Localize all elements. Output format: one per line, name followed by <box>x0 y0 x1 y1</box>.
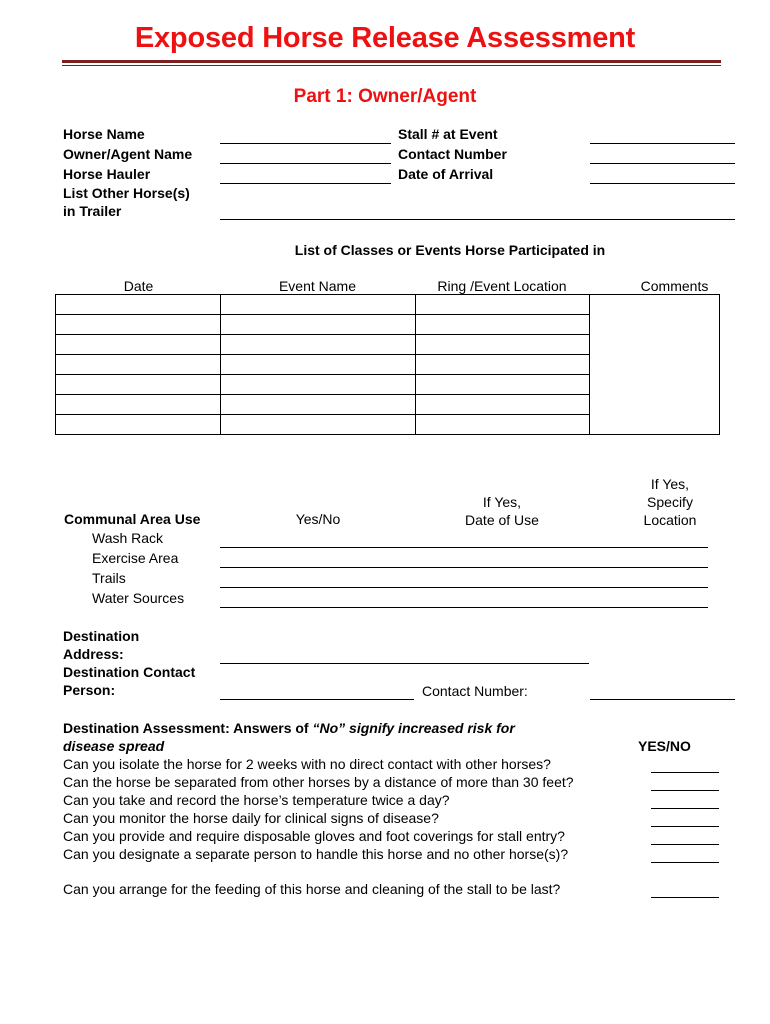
address-label: Address: <box>63 646 124 662</box>
events-col-date: Date <box>123 278 154 294</box>
event-cell[interactable] <box>416 395 590 415</box>
event-cell[interactable] <box>56 375 221 395</box>
event-cell[interactable] <box>416 335 590 355</box>
destination-contact-number-label: Contact Number: <box>422 683 528 699</box>
assessment-heading <box>63 720 515 736</box>
event-cell[interactable] <box>56 355 221 375</box>
event-cell[interactable] <box>221 415 416 435</box>
assessment-heading-no: “No” <box>312 720 346 736</box>
owner-agent-name-field[interactable] <box>220 163 391 164</box>
answer-6-field[interactable] <box>651 862 719 863</box>
title-rule-thick <box>62 60 721 63</box>
other-horses-field[interactable] <box>220 219 735 220</box>
date-header-line2: Date of Use <box>465 512 539 528</box>
table-row <box>56 295 720 315</box>
destination-person-field[interactable] <box>220 699 414 700</box>
event-cell[interactable] <box>221 315 416 335</box>
question-5: Can you provide and require disposable gloves and foot coverings for stall entry? <box>63 828 565 844</box>
event-cell[interactable] <box>56 315 221 335</box>
answer-3-field[interactable] <box>651 808 719 809</box>
event-cell[interactable] <box>221 375 416 395</box>
event-cell[interactable] <box>416 295 590 315</box>
event-cell[interactable] <box>416 355 590 375</box>
communal-item-wash-rack: Wash Rack <box>92 530 164 546</box>
event-cell[interactable] <box>221 395 416 415</box>
yes-no-header: YES/NO <box>638 738 691 754</box>
event-cell[interactable] <box>56 295 221 315</box>
assessment-heading-prefix: Destination Assessment: Answers of <box>63 720 313 736</box>
exercise-area-field[interactable] <box>220 567 708 568</box>
answer-1-field[interactable] <box>651 772 719 773</box>
question-6: Can you designate a separate person to handle this horse and no other horse(s)? <box>63 846 569 862</box>
event-cell[interactable] <box>221 295 416 315</box>
communal-col-location <box>600 475 740 529</box>
event-cell[interactable] <box>56 335 221 355</box>
event-cell[interactable] <box>221 335 416 355</box>
horse-name-label: Horse Name <box>63 126 145 142</box>
communal-col-yesno: Yes/No <box>295 511 341 527</box>
assessment-heading-line2: disease spread <box>63 738 165 754</box>
events-col-event-name: Event Name <box>278 278 357 294</box>
communal-col-date <box>432 493 572 529</box>
communal-heading: Communal Area Use <box>64 511 201 527</box>
date-header-line1: If Yes, <box>482 494 522 510</box>
communal-item-exercise-area: Exercise Area <box>92 550 179 566</box>
water-sources-field[interactable] <box>220 607 708 608</box>
answer-7-field[interactable] <box>651 897 719 898</box>
events-table <box>55 294 720 435</box>
comments-cell[interactable] <box>590 295 720 435</box>
location-header-line1: If Yes, <box>650 476 690 492</box>
event-cell[interactable] <box>56 415 221 435</box>
events-heading: List of Classes or Events Horse Participated in <box>294 242 606 258</box>
question-2: Can the horse be separated from other horses by a distance of more than 30 feet? <box>63 774 574 790</box>
destination-contact-number-field[interactable] <box>590 699 735 700</box>
contact-number-label: Contact Number <box>398 146 507 162</box>
date-of-arrival-field[interactable] <box>590 183 735 184</box>
event-cell[interactable] <box>416 415 590 435</box>
event-cell[interactable] <box>416 315 590 335</box>
stall-label: Stall # at Event <box>398 126 498 142</box>
events-col-comments: Comments <box>640 278 709 294</box>
assessment-heading-suffix: signify increased risk for <box>345 720 515 736</box>
horse-hauler-label: Horse Hauler <box>63 166 151 182</box>
location-header-line3: Location <box>643 512 697 528</box>
event-cell[interactable] <box>221 355 416 375</box>
communal-item-water-sources: Water Sources <box>92 590 185 606</box>
communal-item-trails: Trails <box>92 570 126 586</box>
event-cell[interactable] <box>416 375 590 395</box>
date-of-arrival-label: Date of Arrival <box>398 166 494 182</box>
owner-agent-name-label: Owner/Agent Name <box>63 146 193 162</box>
answer-5-field[interactable] <box>651 844 719 845</box>
answer-4-field[interactable] <box>651 826 719 827</box>
location-header-line2: Specify <box>647 494 693 510</box>
person-label: Person: <box>63 682 116 698</box>
events-col-location: Ring /Event Location <box>437 278 567 294</box>
horse-name-field[interactable] <box>220 143 391 144</box>
destination-address-field[interactable] <box>220 663 589 664</box>
destination-label: Destination <box>63 628 140 644</box>
other-horses-label-line1: List Other Horse(s) <box>63 185 190 201</box>
page-title: Exposed Horse Release Assessment <box>134 22 636 54</box>
other-horses-label-line2: in Trailer <box>63 203 122 219</box>
trails-field[interactable] <box>220 587 708 588</box>
contact-number-field[interactable] <box>590 163 735 164</box>
event-cell[interactable] <box>56 395 221 415</box>
stall-field[interactable] <box>590 143 735 144</box>
answer-2-field[interactable] <box>651 790 719 791</box>
title-rule-thin <box>62 65 721 66</box>
question-3: Can you take and record the horse’s temperature twice a day? <box>63 792 450 808</box>
question-1: Can you isolate the horse for 2 weeks with no direct contact with other horses? <box>63 756 551 772</box>
wash-rack-field[interactable] <box>220 547 708 548</box>
part1-heading: Part 1: Owner/Agent <box>293 86 477 107</box>
question-7: Can you arrange for the feeding of this horse and cleaning of the stall to be last? <box>63 881 561 897</box>
question-4: Can you monitor the horse daily for clinical signs of disease? <box>63 810 439 826</box>
horse-hauler-field[interactable] <box>220 183 391 184</box>
destination-contact-label: Destination Contact <box>63 664 196 680</box>
